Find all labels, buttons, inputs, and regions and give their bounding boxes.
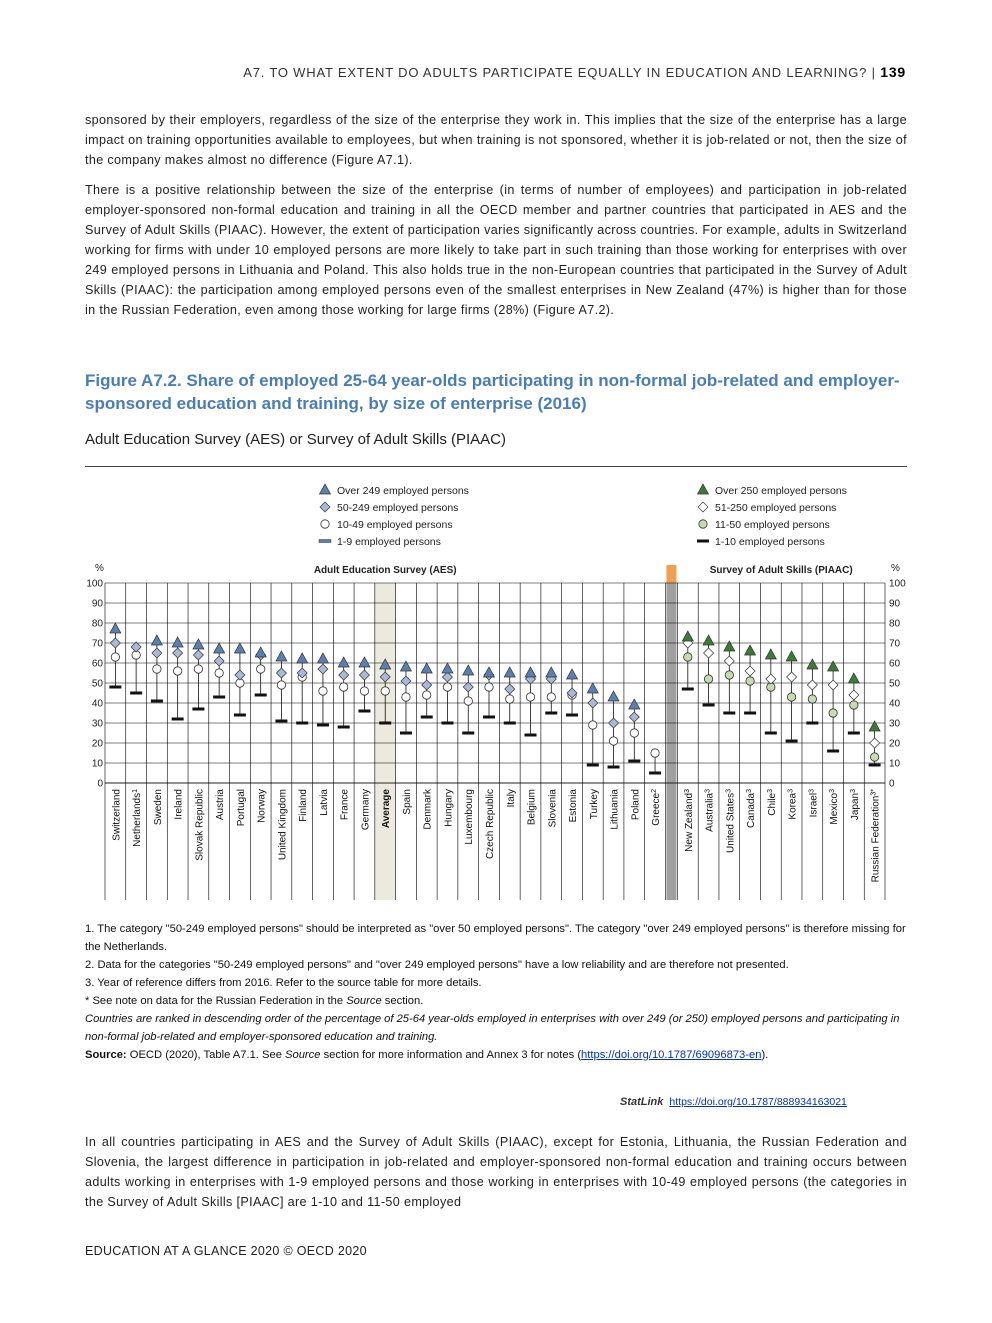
medium-enterprise-mark xyxy=(463,682,473,692)
large-enterprise-mark xyxy=(110,623,121,633)
small-enterprise-mark xyxy=(234,714,246,717)
small-enterprise-mark xyxy=(806,722,818,725)
statlink-link[interactable]: https://doi.org/10.1787/888934163021 xyxy=(669,1096,847,1108)
country-label: Lithuania xyxy=(609,789,621,830)
medium-enterprise-mark xyxy=(505,684,515,694)
source-pre: OECD (2020), Table A7.1. See xyxy=(126,1049,286,1061)
small-enterprise-mark xyxy=(848,732,860,735)
small-enterprise-mark xyxy=(379,722,391,725)
large-enterprise-mark xyxy=(214,643,225,653)
large-enterprise-mark xyxy=(786,651,797,661)
medium-enterprise-mark xyxy=(318,664,328,674)
large-enterprise-mark xyxy=(724,641,735,651)
small-enterprise-mark xyxy=(317,724,329,727)
y-tick-left: 20 xyxy=(91,738,103,750)
small-medium-enterprise-mark xyxy=(526,693,534,701)
medium-enterprise-mark xyxy=(849,690,859,700)
large-enterprise-mark xyxy=(608,691,619,701)
small-enterprise-mark xyxy=(608,766,620,769)
small-medium-enterprise-mark xyxy=(651,749,659,757)
country-label: Switzerland xyxy=(111,789,123,841)
medium-enterprise-mark xyxy=(235,670,245,680)
note-star-pre: * See note on data for the Russian Federation in the xyxy=(85,995,347,1007)
medium-enterprise-mark xyxy=(131,642,141,652)
country-label: Netherlands$^1$ xyxy=(131,789,144,847)
divider xyxy=(85,466,907,467)
country-label: Chile$^3$ xyxy=(766,789,778,816)
large-enterprise-mark xyxy=(338,657,349,667)
large-enterprise-mark xyxy=(504,667,515,677)
small-medium-enterprise-mark xyxy=(111,653,119,661)
large-enterprise-mark xyxy=(193,639,204,649)
small-enterprise-mark xyxy=(786,740,798,743)
medium-enterprise-mark xyxy=(214,656,224,666)
small-enterprise-mark xyxy=(869,764,881,767)
small-enterprise-mark xyxy=(192,708,204,711)
small-enterprise-mark xyxy=(358,710,370,713)
large-enterprise-mark xyxy=(745,645,756,655)
small-enterprise-mark xyxy=(682,688,694,691)
small-enterprise-mark xyxy=(483,716,495,719)
note-2: 2. Data for the categories "50-249 employed persons" and "over 249 employed persons" have a low reliability and are therefore not presented. xyxy=(85,959,789,971)
small-enterprise-mark xyxy=(587,764,599,767)
country-label: Japan$^3$ xyxy=(849,789,861,821)
country-label: Mexico$^3$ xyxy=(828,789,841,825)
country-label: Canada$^3$ xyxy=(745,789,758,828)
country-label: Ireland xyxy=(173,789,185,820)
large-enterprise-mark xyxy=(359,657,370,667)
country-label: Poland xyxy=(630,789,642,821)
country-label: Slovenia xyxy=(547,789,559,828)
small-medium-enterprise-mark xyxy=(704,675,712,683)
small-enterprise-mark xyxy=(765,732,777,735)
large-enterprise-mark xyxy=(587,683,598,693)
large-enterprise-mark xyxy=(255,647,266,657)
small-enterprise-mark xyxy=(213,696,225,699)
country-label: New Zealand$^3$ xyxy=(683,789,695,852)
medium-enterprise-mark xyxy=(152,648,162,658)
paragraph-2: There is a positive relationship between the size of the enterprise (in terms of number of employees) and participation in job-related employer-sponsored non-formal education and training in all the OECD member and partner countries that participated in AES and the Survey of Adult Skills (PIAAC). However, the extent of participation varies significantly across countries. For example, adults in Switzerland working for firms with under 10 employed persons are more likely to take part in such training than those working for enterprises with over 249 employed persons in Lithuania and Poland. This also holds true in the non-European countries that participated in the Survey of Adult Skills (PIAAC): the participation among employed persons even of the smallest enterprises in New Zealand (47%) is higher than for those in the Russian Federation, even among those working for large firms (28%) (Figure A7.2). xyxy=(85,183,907,317)
large-enterprise-mark xyxy=(276,651,287,661)
legend-label-aes: Over 249 employed persons xyxy=(337,485,469,497)
medium-enterprise-mark xyxy=(173,648,183,658)
large-enterprise-mark xyxy=(682,631,693,641)
statlink xyxy=(620,1096,847,1108)
small-enterprise-mark xyxy=(525,734,537,737)
small-enterprise-mark xyxy=(338,726,350,729)
note-star-em: Source xyxy=(346,995,382,1007)
small-medium-enterprise-mark xyxy=(360,687,368,695)
small-enterprise-mark xyxy=(649,772,661,775)
small-enterprise-mark xyxy=(628,760,640,763)
separator-marker xyxy=(666,565,676,583)
medium-enterprise-mark xyxy=(422,680,432,690)
small-medium-enterprise-mark xyxy=(485,683,493,691)
small-medium-enterprise-mark xyxy=(277,681,285,689)
medium-enterprise-mark xyxy=(359,670,369,680)
average-band xyxy=(375,583,396,900)
country-label: Latvia xyxy=(318,789,330,816)
country-label: Austria xyxy=(215,789,227,821)
large-enterprise-mark xyxy=(400,661,411,671)
y-tick-left: 90 xyxy=(91,598,103,610)
note-star-post: section. xyxy=(381,995,424,1007)
small-medium-enterprise-mark xyxy=(381,687,389,695)
country-label: Sweden xyxy=(152,789,164,826)
source-post: ). xyxy=(761,1049,769,1061)
small-enterprise-mark xyxy=(296,722,308,725)
figure-notes xyxy=(85,920,907,1064)
large-enterprise-mark xyxy=(869,721,880,731)
panel-title-aes: Adult Education Survey (AES) xyxy=(313,565,457,576)
y-tick-left: 70 xyxy=(91,638,103,650)
small-enterprise-mark xyxy=(421,716,433,719)
legend-bar-aes xyxy=(319,540,331,543)
medium-enterprise-mark xyxy=(787,672,797,682)
small-medium-enterprise-mark xyxy=(256,665,264,673)
small-medium-enterprise-mark xyxy=(194,665,202,673)
country-label: Norway xyxy=(256,789,268,823)
y-tick-left: 10 xyxy=(91,758,103,770)
country-label: United States$^3$ xyxy=(724,789,737,853)
small-medium-enterprise-mark xyxy=(589,721,597,729)
y-tick-right: 20 xyxy=(889,738,901,750)
country-label: Greece$^2$ xyxy=(650,789,663,826)
large-enterprise-mark xyxy=(703,635,714,645)
small-medium-enterprise-mark xyxy=(808,695,816,703)
large-enterprise-mark xyxy=(151,635,162,645)
statlink-brand: StatLink xyxy=(620,1096,664,1108)
y-tick-right: 70 xyxy=(889,638,901,650)
chart xyxy=(85,476,907,912)
country-label: Slovak Republic xyxy=(194,789,206,861)
small-medium-enterprise-mark xyxy=(787,693,795,701)
paragraph-1: sponsored by their employers, regardless of the size of the enterprise they work in. This implies that the size of the enterprise has a large impact on training opportunities available to employees, but when training is not sponsored, whether it is job-related or not, then the size of the company makes almost no difference (Figure A7.1). xyxy=(85,113,907,167)
y-tick-left: 40 xyxy=(91,698,103,710)
y-tick-left: 0 xyxy=(97,778,103,790)
medium-enterprise-mark xyxy=(766,674,776,684)
small-medium-enterprise-mark xyxy=(464,697,472,705)
page-footer: EDUCATION AT A GLANCE 2020 © OECD 2020 xyxy=(85,1244,367,1258)
y-tick-right: 30 xyxy=(889,718,901,730)
y-tick-right: 60 xyxy=(889,658,901,670)
legend-circle-piaac xyxy=(699,520,707,528)
medium-enterprise-mark xyxy=(588,698,598,708)
y-tick-left: 50 xyxy=(91,678,103,690)
small-enterprise-mark xyxy=(462,732,474,735)
small-enterprise-mark xyxy=(255,694,267,697)
medium-enterprise-mark xyxy=(745,666,755,676)
small-medium-enterprise-mark xyxy=(746,677,754,685)
small-enterprise-mark xyxy=(400,732,412,735)
legend-label-piaac: 51-250 employed persons xyxy=(715,502,837,514)
legend-diamond-piaac xyxy=(698,502,708,512)
country-label: Average xyxy=(381,789,393,829)
figure-title: Figure A7.2. Share of employed 25-64 year-olds participating in non-formal job-related and employer-sponsored education and training, by size of enterprise (2016) xyxy=(85,371,900,413)
panel-separator xyxy=(666,583,676,900)
large-enterprise-mark xyxy=(297,653,308,663)
small-enterprise-mark xyxy=(275,720,287,723)
large-enterprise-mark xyxy=(848,673,859,683)
small-medium-enterprise-mark xyxy=(423,691,431,699)
y-label-left: % xyxy=(95,563,104,574)
small-medium-enterprise-mark xyxy=(684,653,692,661)
small-enterprise-mark xyxy=(172,718,184,721)
large-enterprise-mark xyxy=(546,667,557,677)
y-tick-right: 0 xyxy=(889,778,895,790)
small-enterprise-mark xyxy=(723,712,735,715)
medium-enterprise-mark xyxy=(442,672,452,682)
y-tick-right: 50 xyxy=(889,678,901,690)
note-3: 3. Year of reference differs from 2016. Refer to the source table for more details. xyxy=(85,977,482,989)
legend-triangle-piaac xyxy=(698,484,709,494)
medium-enterprise-mark xyxy=(870,738,880,748)
country-label: Denmark xyxy=(422,789,434,830)
large-enterprise-mark xyxy=(442,663,453,673)
small-medium-enterprise-mark xyxy=(609,737,617,745)
page-header: A7. TO WHAT EXTENT DO ADULTS PARTICIPATE EQUALLY IN EDUCATION AND LEARNING? | 139 xyxy=(243,64,906,80)
medium-enterprise-mark xyxy=(401,676,411,686)
large-enterprise-mark xyxy=(172,637,183,647)
legend-label-piaac: 1-10 employed persons xyxy=(715,536,825,548)
y-tick-right: 10 xyxy=(889,758,901,770)
source-mid: section for more information and Annex 3 for notes ( xyxy=(320,1049,582,1061)
note-star xyxy=(85,992,907,1010)
country-label: Luxembourg xyxy=(464,789,476,845)
small-medium-enterprise-mark xyxy=(173,667,181,675)
country-label: Belgium xyxy=(526,789,538,826)
y-tick-left: 100 xyxy=(86,578,103,590)
y-tick-left: 80 xyxy=(91,618,103,630)
large-enterprise-mark xyxy=(807,659,818,669)
source-link[interactable]: https://doi.org/10.1787/69096873-en xyxy=(581,1049,762,1061)
country-label: Estonia xyxy=(568,789,580,823)
country-label: Russian Federation$^{3*}$ xyxy=(870,789,882,883)
legend-label-piaac: Over 250 employed persons xyxy=(715,485,847,497)
y-tick-right: 80 xyxy=(889,618,901,630)
y-tick-left: 30 xyxy=(91,718,103,730)
legend-triangle-aes xyxy=(320,484,331,494)
large-enterprise-mark xyxy=(317,653,328,663)
country-label: Portugal xyxy=(235,789,247,827)
panel-title-piaac: Survey of Adult Skills (PIAAC) xyxy=(709,565,853,576)
country-label: Spain xyxy=(401,789,413,815)
large-enterprise-mark xyxy=(234,643,245,653)
legend-circle-aes xyxy=(321,520,329,528)
figure-subtitle: Adult Education Survey (AES) or Survey of Adult Skills (PIAAC) xyxy=(85,431,507,448)
small-medium-enterprise-mark xyxy=(340,683,348,691)
country-label: Italy xyxy=(505,789,517,808)
legend-label-aes: 50-249 employed persons xyxy=(337,502,459,514)
y-label-right: % xyxy=(891,563,900,574)
large-enterprise-mark xyxy=(463,665,474,675)
medium-enterprise-mark xyxy=(828,680,838,690)
large-enterprise-mark xyxy=(421,663,432,673)
source-note xyxy=(85,1046,907,1064)
small-enterprise-mark xyxy=(130,692,142,695)
small-medium-enterprise-mark xyxy=(725,671,733,679)
small-enterprise-mark xyxy=(545,712,557,715)
large-enterprise-mark xyxy=(567,669,578,679)
legend-bar-piaac xyxy=(697,540,709,543)
y-tick-right: 100 xyxy=(889,578,906,590)
large-enterprise-mark xyxy=(525,667,536,677)
country-label: Korea$^3$ xyxy=(787,789,799,820)
ranking-note-text: Countries are ranked in descending order of the percentage of 25-64 year-olds employed in enterprises with over 249 (or 250) employed persons and participating in non-formal job-related and employer-sponsored education and training. xyxy=(85,1013,900,1043)
small-enterprise-mark xyxy=(566,714,578,717)
large-enterprise-mark xyxy=(828,661,839,671)
y-tick-right: 90 xyxy=(889,598,901,610)
small-medium-enterprise-mark xyxy=(630,729,638,737)
small-medium-enterprise-mark xyxy=(402,693,410,701)
small-enterprise-mark xyxy=(827,750,839,753)
country-label: Czech Republic xyxy=(485,789,496,860)
medium-enterprise-mark xyxy=(609,718,619,728)
source-em: Source xyxy=(285,1049,321,1061)
small-enterprise-mark xyxy=(504,722,516,725)
small-medium-enterprise-mark xyxy=(870,753,878,761)
medium-enterprise-mark xyxy=(704,648,714,658)
small-enterprise-mark xyxy=(744,712,756,715)
small-enterprise-mark xyxy=(703,704,715,707)
medium-enterprise-mark xyxy=(807,680,817,690)
legend-label-piaac: 11-50 employed persons xyxy=(715,519,830,531)
country-label: Hungary xyxy=(443,789,455,827)
medium-enterprise-mark xyxy=(724,656,734,666)
country-label: United Kingdom xyxy=(277,789,289,861)
medium-enterprise-mark xyxy=(110,638,120,648)
large-enterprise-mark xyxy=(484,667,495,677)
country-label: Turkey xyxy=(588,789,600,820)
small-enterprise-mark xyxy=(109,686,121,689)
small-medium-enterprise-mark xyxy=(443,683,451,691)
small-medium-enterprise-mark xyxy=(506,695,514,703)
legend-label-aes: 10-49 employed persons xyxy=(337,519,453,531)
header-text: A7. TO WHAT EXTENT DO ADULTS PARTICIPATE EQUALLY IN EDUCATION AND LEARNING? xyxy=(243,65,868,80)
country-label: Finland xyxy=(298,789,310,822)
y-tick-right: 40 xyxy=(889,698,901,710)
medium-enterprise-mark xyxy=(629,712,639,722)
country-label: Australia$^3$ xyxy=(704,789,716,832)
country-label: Israel$^3$ xyxy=(807,789,820,818)
y-tick-left: 60 xyxy=(91,658,103,670)
legend-diamond-aes xyxy=(320,502,330,512)
country-label: France xyxy=(339,789,351,821)
ranking-note xyxy=(85,1010,907,1046)
country-label: Germany xyxy=(360,789,372,831)
source-label: Source: xyxy=(85,1049,127,1061)
small-medium-enterprise-mark xyxy=(850,701,858,709)
small-medium-enterprise-mark xyxy=(215,669,223,677)
note-1: 1. The category "50-249 employed persons" should be interpreted as "over 50 employed persons". The category "over 249 employed persons" is therefore missing for the Netherlands. xyxy=(85,923,906,953)
paragraph-3: In all countries participating in AES and the Survey of Adult Skills (PIAAC), except for Estonia, Lithuania, the Russian Federation and Slovenia, the largest difference in participation in job-related and employer-sponsored non-formal education and training occurs between adults working in enterprises with 1-9 employed persons and those working in enterprises with 10-49 employed persons (the categories in the Survey of Adult Skills [PIAAC] are 1-10 and 11-50 employed xyxy=(85,1135,907,1209)
small-medium-enterprise-mark xyxy=(319,687,327,695)
page-number: 139 xyxy=(880,64,906,80)
medium-enterprise-mark xyxy=(276,668,286,678)
small-enterprise-mark xyxy=(441,722,453,725)
small-enterprise-mark xyxy=(151,700,163,703)
large-enterprise-mark xyxy=(629,699,640,709)
large-enterprise-mark xyxy=(765,649,776,659)
small-medium-enterprise-mark xyxy=(153,665,161,673)
medium-enterprise-mark xyxy=(193,650,203,660)
legend-label-aes: 1-9 employed persons xyxy=(337,536,441,548)
small-medium-enterprise-mark xyxy=(547,693,555,701)
medium-enterprise-mark xyxy=(339,670,349,680)
small-medium-enterprise-mark xyxy=(829,709,837,717)
